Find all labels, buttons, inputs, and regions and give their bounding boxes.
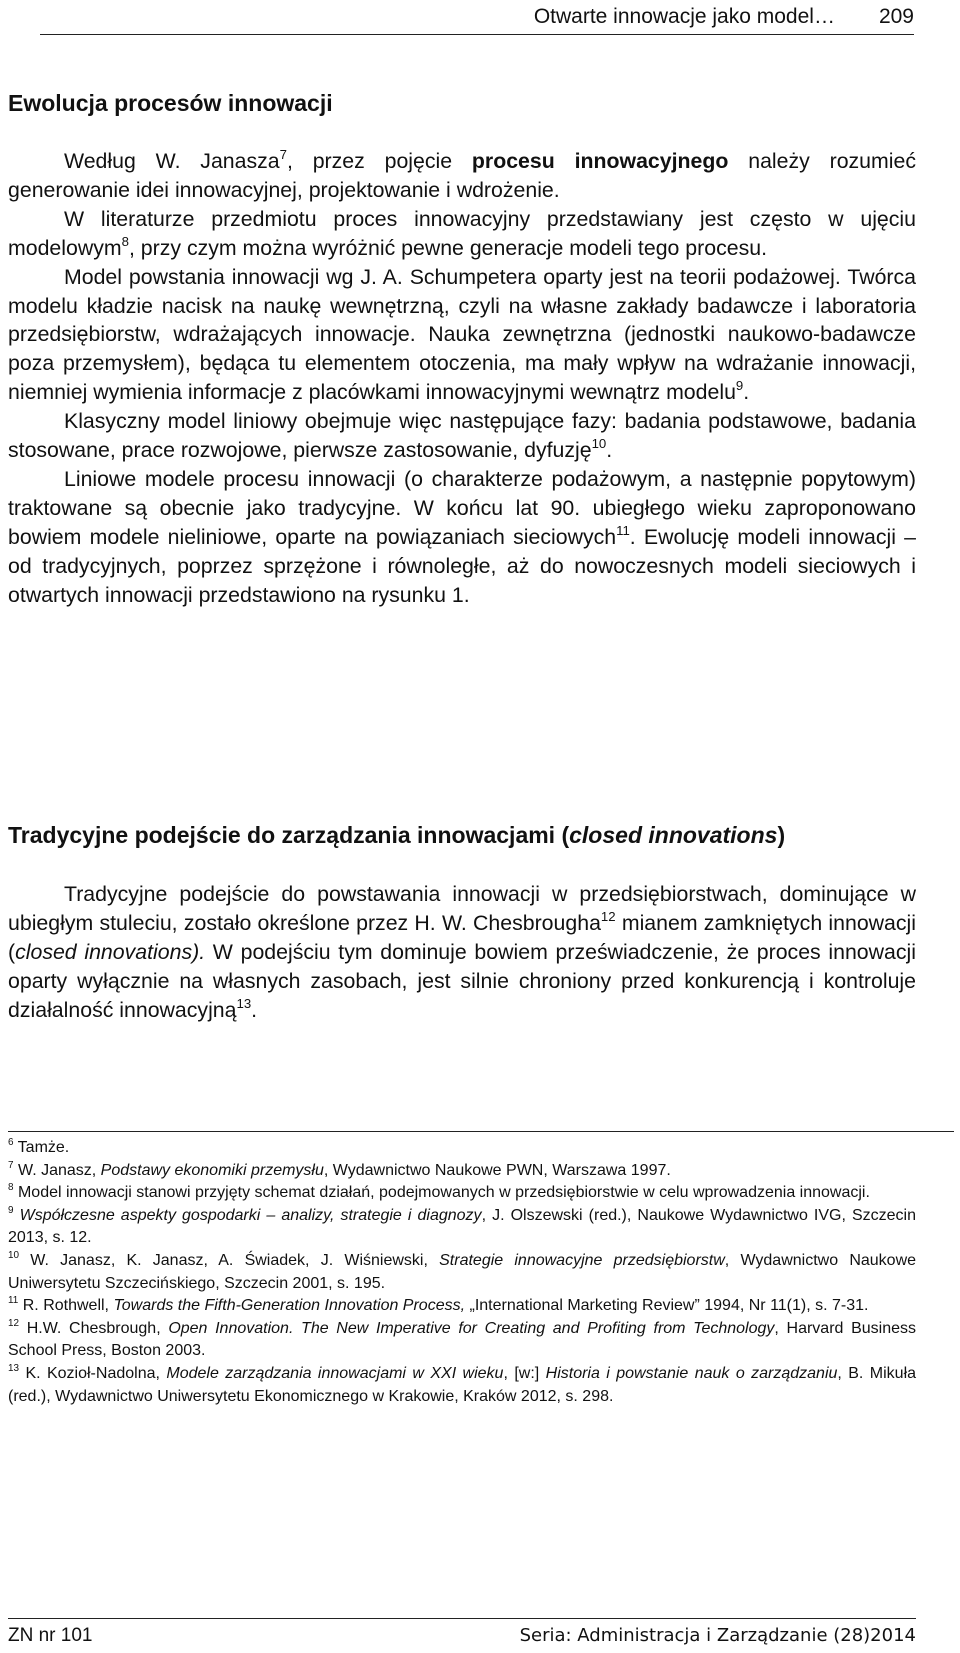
footnote-title: Współczesne aspekty gospodarki – analizy, strategie i diagnozy — [19, 1206, 482, 1224]
footnote — [8, 1137, 916, 1160]
section-body-closed-innovations — [8, 880, 916, 1025]
paragraph: Model powstania innowacji wg J. A. Schumpetera oparty jest na teorii podażowej. Twórca modelu kładzie nacisk na naukę wewnętrzną, czyli na własne zakłady badawcze i laboratoria przedsiębiorstw, wdrażających innowacje. Nauka zewnętrzna (jednostki naukowo-badawcze poza przemysłem), będąca tu elementem otoczenia, ma mały wpływ na wdrażanie innowacji, niemniej wymienia informacje z placówkami innowacyjnymi wewnątrz modelu$^9$. — [8, 264, 916, 405]
footnote-title: Open Innovation. The New Imperative for Creating and Profiting from Technology — [168, 1319, 775, 1337]
footnote — [8, 1318, 916, 1363]
paragraph: W literaturze przedmiotu proces innowacyjny przedstawiany jest często w ujęciu modelowym$^8$, przy czym można wyróżnić pewne generacje modeli tego procesu. — [8, 206, 916, 260]
running-header — [40, 4, 914, 35]
footer-series: Seria: Administracja i Zarządzanie (28)2014 — [519, 1625, 916, 1646]
footnotes — [8, 1137, 916, 1408]
footnote-title: Historia i powstanie nauk o zarządzaniu — [545, 1364, 838, 1382]
paragraph: Według W. Janasza$^7$, przez pojęcie procesu innowacyjnego należy rozumieć generowanie idei innowacyjnej, projektowanie i wdrożenie. — [8, 146, 916, 202]
footnote-number: 12 — [8, 1317, 20, 1329]
footnote-text: R. Rothwell, — [22, 1297, 114, 1315]
footnote — [8, 1250, 916, 1295]
footnote-text: , Wydawnictwo Naukowe PWN, Warszawa 1997. — [323, 1161, 671, 1179]
footnote-number: 8 — [8, 1182, 14, 1194]
footnote-text: , [w:] — [503, 1364, 546, 1382]
footnote-title: Strategie innowacyjne przedsiębiorstw — [439, 1251, 725, 1269]
paragraph: Liniowe modele procesu innowacji (o charakterze podażowym, a następnie popytowym) traktowane są obecnie jako tradycyjne. W końcu lat 90. ubiegłego wieku zaproponowano bowiem modele nieliniowe, oparte na powiązaniach sieciowych$^{11}$. Ewolucję modeli innowacji – od tradycyjnych, poprzez sprzężone i równoległe, aż do nowoczesnych modeli sieciowych i otwartych innowacji przedstawiono na rysunku 1. — [8, 466, 916, 607]
footnote-text: Tamże. — [17, 1139, 70, 1156]
footnote-number: 10 — [8, 1250, 20, 1262]
footnote-text: H.W. Chesbrough, — [26, 1319, 169, 1337]
footnote — [8, 1205, 916, 1250]
footnote — [8, 1182, 916, 1205]
footnote-number: 7 — [8, 1159, 14, 1171]
footnote-title: Towards the Fifth-Generation Innovation Process, — [113, 1297, 466, 1315]
footnote-text: , J. Olszewski (red.), Naukowe Wydawnictwo IVG, Szczecin 2013, s. 12. — [8, 1206, 917, 1247]
footnote-text: , Wydawnictwo Naukowe Uniwersytetu Szczecińskiego, Szczecin 2001, s. 195. — [8, 1251, 917, 1292]
footnote-number: 9 — [8, 1204, 14, 1216]
footnote-ref[interactable]: 9 — [735, 378, 744, 394]
footnote-number: 11 — [8, 1295, 19, 1307]
footnote-ref[interactable]: 12 — [600, 908, 616, 924]
footnote-text: Model innowacji stanowi przyjęty schemat działań, podejmowanych w przedsiębiorstwie w celu wprowadzenia innowacji. — [17, 1184, 870, 1202]
footnote-number: 13 — [8, 1363, 20, 1374]
running-title: Otwarte innowacje jako model… — [533, 5, 835, 28]
page-footer — [8, 1618, 916, 1649]
footnote-text: W. Janasz, K. Janasz, A. Świadek, J. Wiśniewski, — [30, 1251, 440, 1269]
footnote — [8, 1160, 916, 1183]
footnote-title: Modele zarządzania innowacjami w XXI wieku — [166, 1364, 504, 1382]
footnote-separator — [8, 1131, 954, 1132]
section-title-evolution: Ewolucja procesów innowacji — [8, 90, 333, 116]
section-body-evolution — [8, 147, 916, 610]
footer-issue: ZN nr 101 — [8, 1625, 93, 1646]
paragraph: Klasyczny model liniowy obejmuje więc następujące fazy: badania podstawowe, badania stosowane, prace rozwojowe, pierwsze zastosowanie, dyfuzję$^{10}$. — [8, 409, 916, 463]
section-title-closed-innovations: Tradycyjne podejście do zarządzania innowacjami (closed innovations) — [8, 822, 786, 848]
paragraph: Tradycyjne podejście do powstawania innowacji w przedsiębiorstwach, dominujące w ubiegłym stuleciu, zostało określone przez H. W. Chesbrougha$^{12}$ mianem zamkniętych innowacji (closed innovations). W podejściu tym dominuje bowiem przeświadczenie, że proces innowacji oparty wyłącznie na własnych zasobach, jest silnie chroniony przed konkurencją i kontroluje działalność innowacyjną$^{13}$. — [8, 882, 917, 1022]
footnote-text: , B. Mikuła (red.), Wydawnictwo Uniwersytetu Ekonomicznego w Krakowie, Kraków 2012, s. 298. — [8, 1364, 917, 1405]
footnote — [8, 1295, 916, 1318]
page-number: 209 — [878, 5, 914, 28]
footnote-text: , Harvard Business School Press, Boston 2003. — [8, 1319, 917, 1360]
footnote-ref[interactable]: 13 — [236, 995, 252, 1011]
footnote-text: W. Janasz, — [17, 1161, 101, 1179]
footnote-ref[interactable]: 7 — [279, 146, 287, 162]
footnote-number: 6 — [8, 1137, 14, 1149]
footnote — [8, 1363, 916, 1408]
footnote-text: K. Kozioł-Nadolna, — [25, 1364, 167, 1382]
footnote-title: Podstawy ekonomiki przemysłu — [100, 1161, 324, 1179]
footnote-text: „International Marketing Review” 1994, Nr 11(1), s. 7-31. — [465, 1297, 869, 1315]
footnote-ref[interactable]: 8 — [121, 233, 129, 249]
footnote-ref[interactable]: 11 — [616, 522, 630, 538]
footnote-ref[interactable]: 10 — [591, 435, 607, 451]
